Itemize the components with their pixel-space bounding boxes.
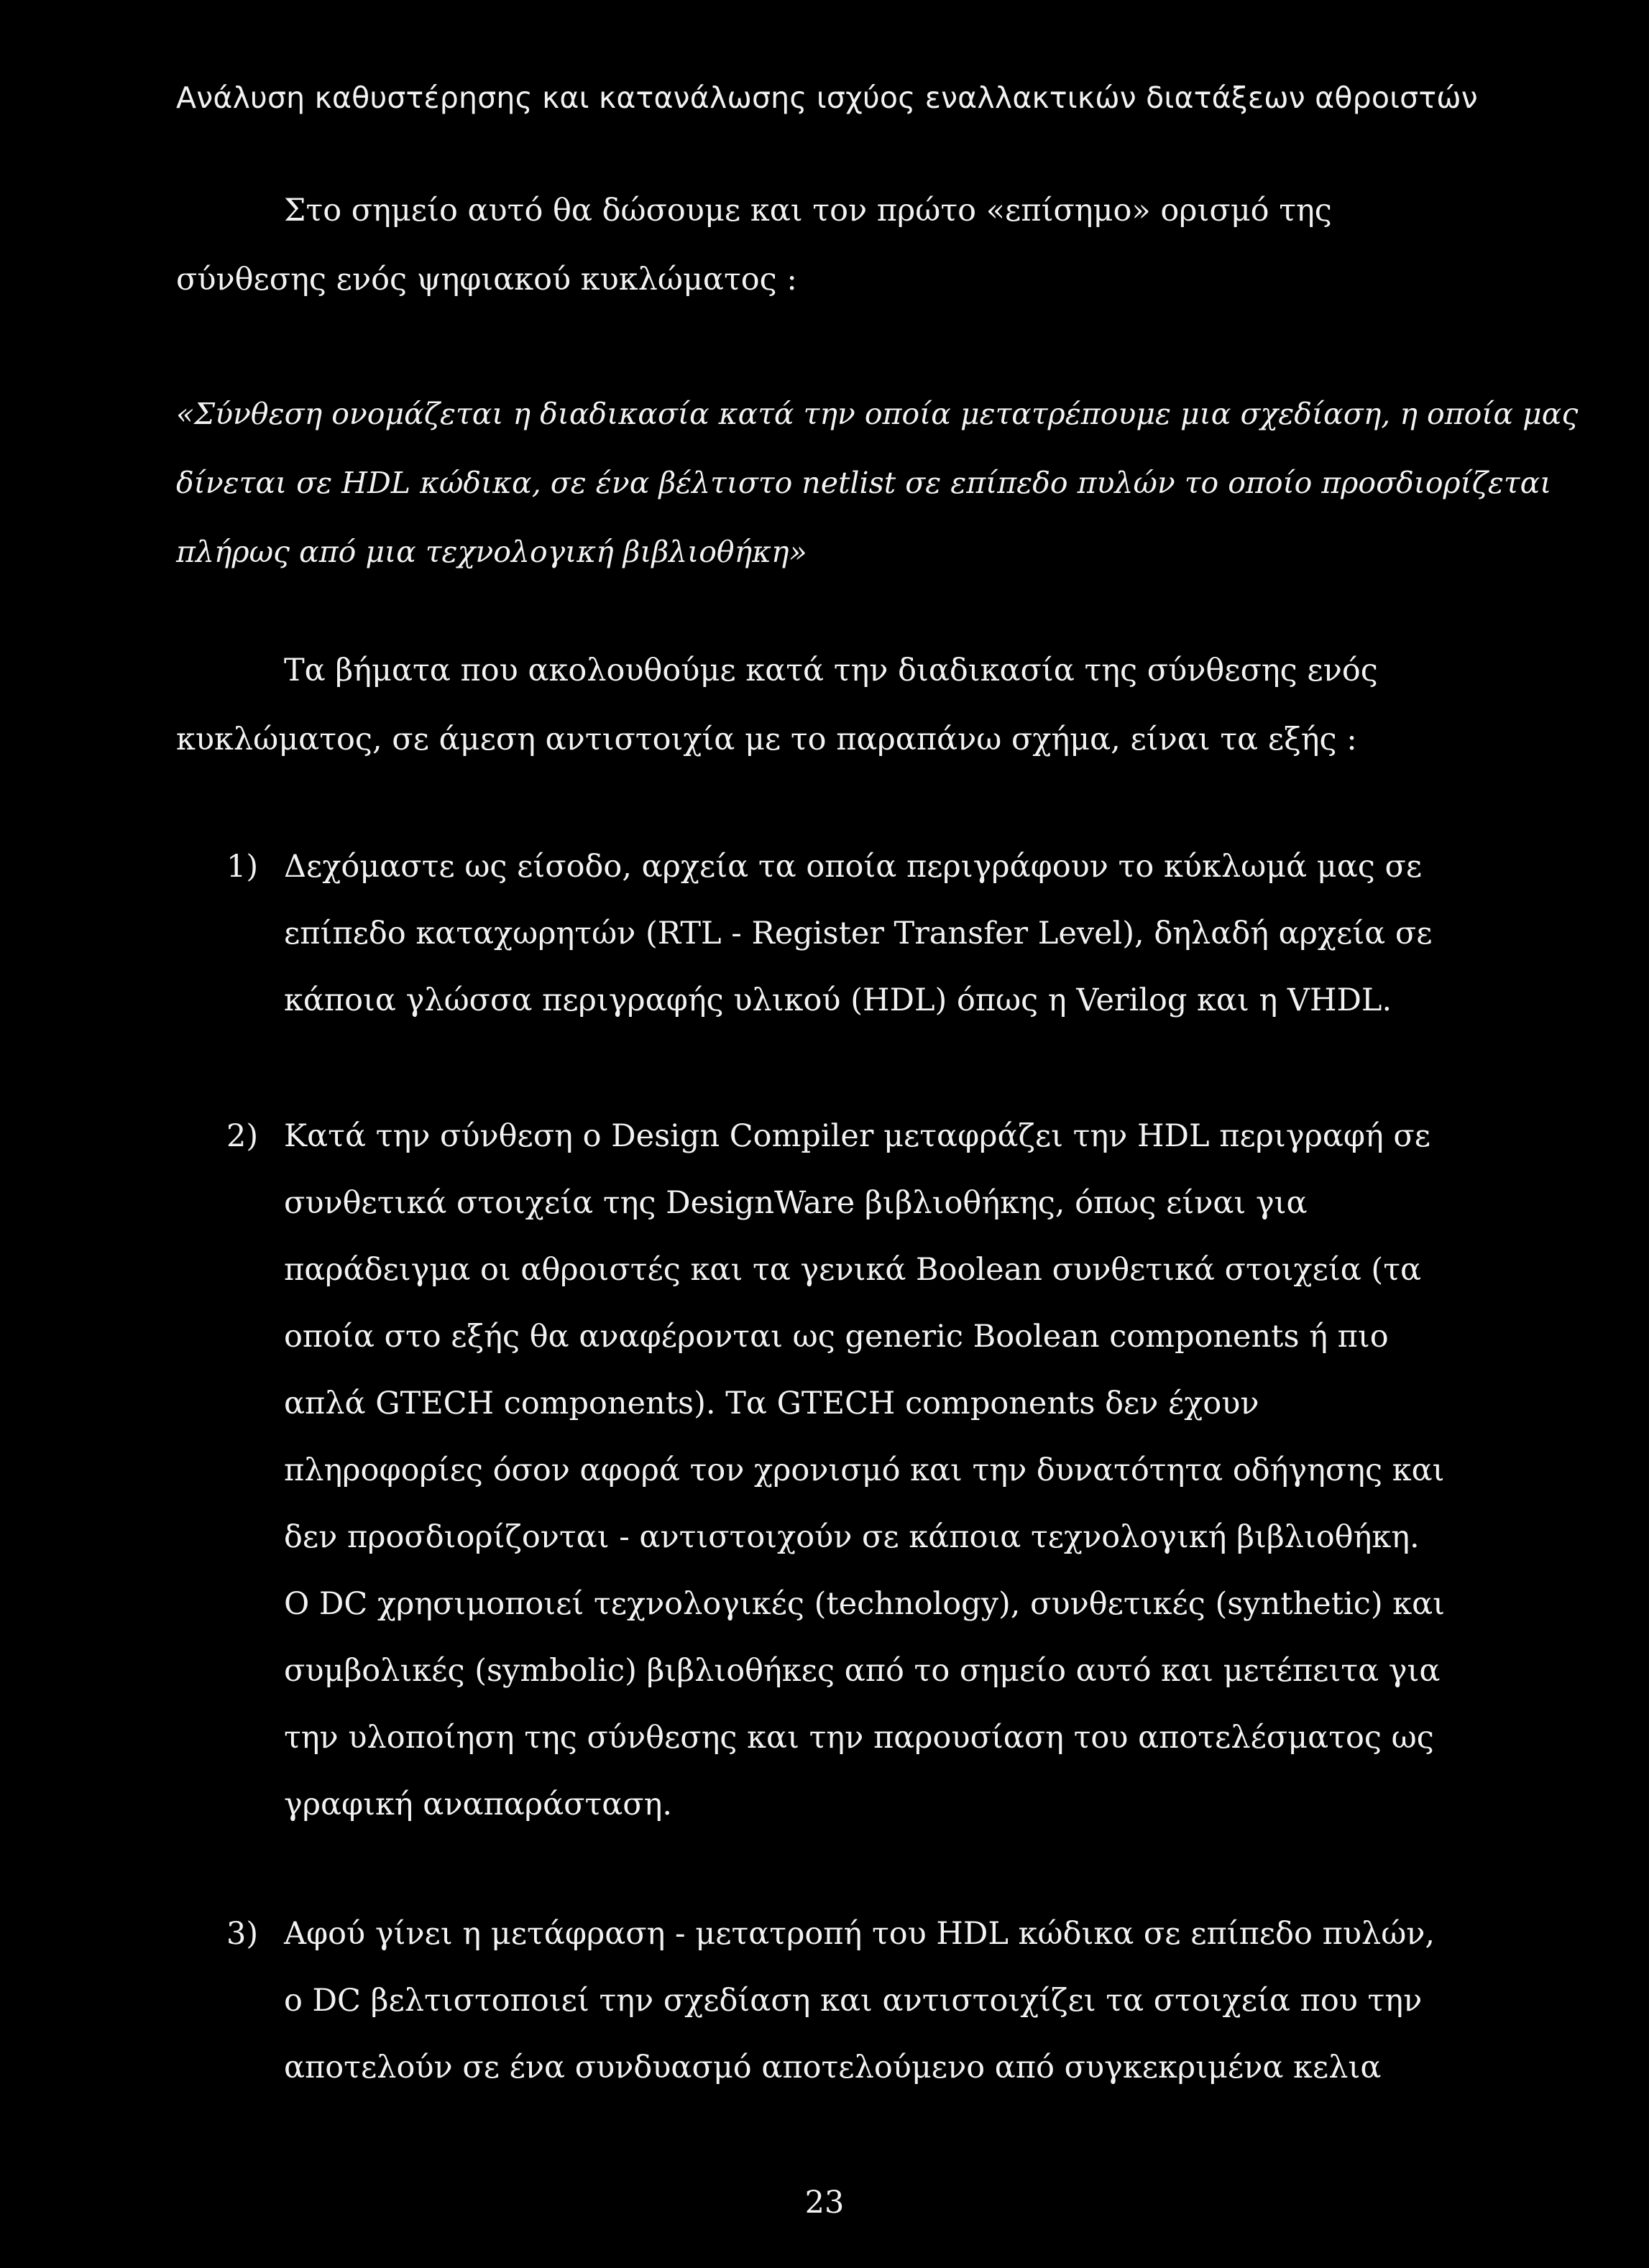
running-header: Ανάλυση καθυστέρησης και κατανάλωσης ισχύος εναλλακτικών διατάξεων αθροιστών xyxy=(176,80,1478,115)
step-1-number: 1) xyxy=(226,849,259,885)
definition-quote xyxy=(176,379,1579,586)
step-1-body xyxy=(284,834,1477,1034)
step-1-line-3: κάποια γλώσσα περιγραφής υλικού (HDL) όπως η Verilog και η VHDL. xyxy=(284,982,1392,1018)
step-2-body xyxy=(284,1103,1477,1838)
definition-line-1: «Σύνθεση ονομάζεται η διαδικασία κατά την οποία μετατρέπουμε μια σχεδίαση, η οποία μας xyxy=(176,397,1579,431)
page-number: 23 xyxy=(804,2185,845,2221)
step-2-line-2: συνθετικά στοιχεία της DesignWare βιβλιοθήκης, όπως είναι για xyxy=(284,1185,1308,1221)
step-3-line-2: ο DC βελτιστοποιεί την σχεδίαση και αντιστοιχίζει τα στοιχεία που την xyxy=(284,1983,1423,2019)
step-1-line-2: επίπεδο καταχωρητών (RTL - Register Transfer Level), δηλαδή αρχεία σε xyxy=(284,916,1433,951)
step-3-number: 3) xyxy=(226,1916,259,1952)
step-2-line-9: συμβολικές (symbolic) βιβλιοθήκες από το σημείο αυτό και μετέπειτα για xyxy=(284,1653,1441,1689)
step-2-line-8: Ο DC χρησιμοποιεί τεχνολογικές (technology), συνθετικές (synthetic) και xyxy=(284,1586,1446,1622)
step-2-number: 2) xyxy=(226,1118,259,1154)
steps-intro-line-1: Τα βήματα που ακολουθούμε κατά την διαδικασία της σύνθεσης ενός xyxy=(284,653,1378,688)
step-3-line-1: Αφού γίνει η μετάφραση - μετατροπή του HDL κώδικα σε επίπεδο πυλών, xyxy=(284,1916,1436,1952)
intro-paragraph xyxy=(176,176,1470,314)
step-2-line-7: δεν προσδιορίζονται - αντιστοιχούν σε κάποια τεχνολογική βιβλιοθήκη. xyxy=(284,1519,1420,1555)
step-2-line-4: οποία στο εξής θα αναφέρονται ως generic Boolean components ή πιο xyxy=(284,1319,1389,1355)
intro-line-2: σύνθεσης ενός ψηφιακού κυκλώματος : xyxy=(176,262,797,298)
step-2-line-11: γραφική αναπαράσταση. xyxy=(284,1787,673,1822)
steps-intro-line-2: κυκλώματος, σε άμεση αντιστοιχία με το παραπάνω σχήμα, είναι τα εξής : xyxy=(176,722,1357,757)
step-2-line-3: παράδειγμα οι αθροιστές και τα γενικά Boolean συνθετικά στοιχεία (τα xyxy=(284,1252,1422,1288)
step-2-line-5: απλά GTECH components). Τα GTECH components δεν έχουν xyxy=(284,1386,1259,1421)
steps-intro-paragraph xyxy=(176,636,1470,774)
definition-line-2: δίνεται σε HDL κώδικα, σε ένα βέλτιστο netlist σε επίπεδο πυλών το οποίο προσδιορίζεται xyxy=(176,466,1552,500)
intro-line-1: Στο σημείο αυτό θα δώσουμε και τον πρώτο «επίσημο» ορισμό της xyxy=(284,193,1332,229)
step-2-line-10: την υλοποίηση της σύνθεσης και την παρουσίαση του αποτελέσματος ως xyxy=(284,1720,1434,1756)
step-2-line-1: Κατά την σύνθεση ο Design Compiler μεταφράζει την HDL περιγραφή σε xyxy=(284,1118,1431,1154)
step-3-body xyxy=(284,1901,1477,2101)
step-1-line-1: Δεχόμαστε ως είσοδο, αρχεία τα οποία περιγράφουν το κύκλωμά μας σε xyxy=(284,849,1423,885)
step-2-line-6: πληροφορίες όσον αφορά τον χρονισμό και την δυνατότητα οδήγησης και xyxy=(284,1452,1445,1488)
step-3-line-3: αποτελούν σε ένα συνδυασμό αποτελούμενο από συγκεκριμένα κελια xyxy=(284,2050,1382,2085)
definition-line-3: πλήρως από μια τεχνολογική βιβλιοθήκη» xyxy=(176,535,807,569)
